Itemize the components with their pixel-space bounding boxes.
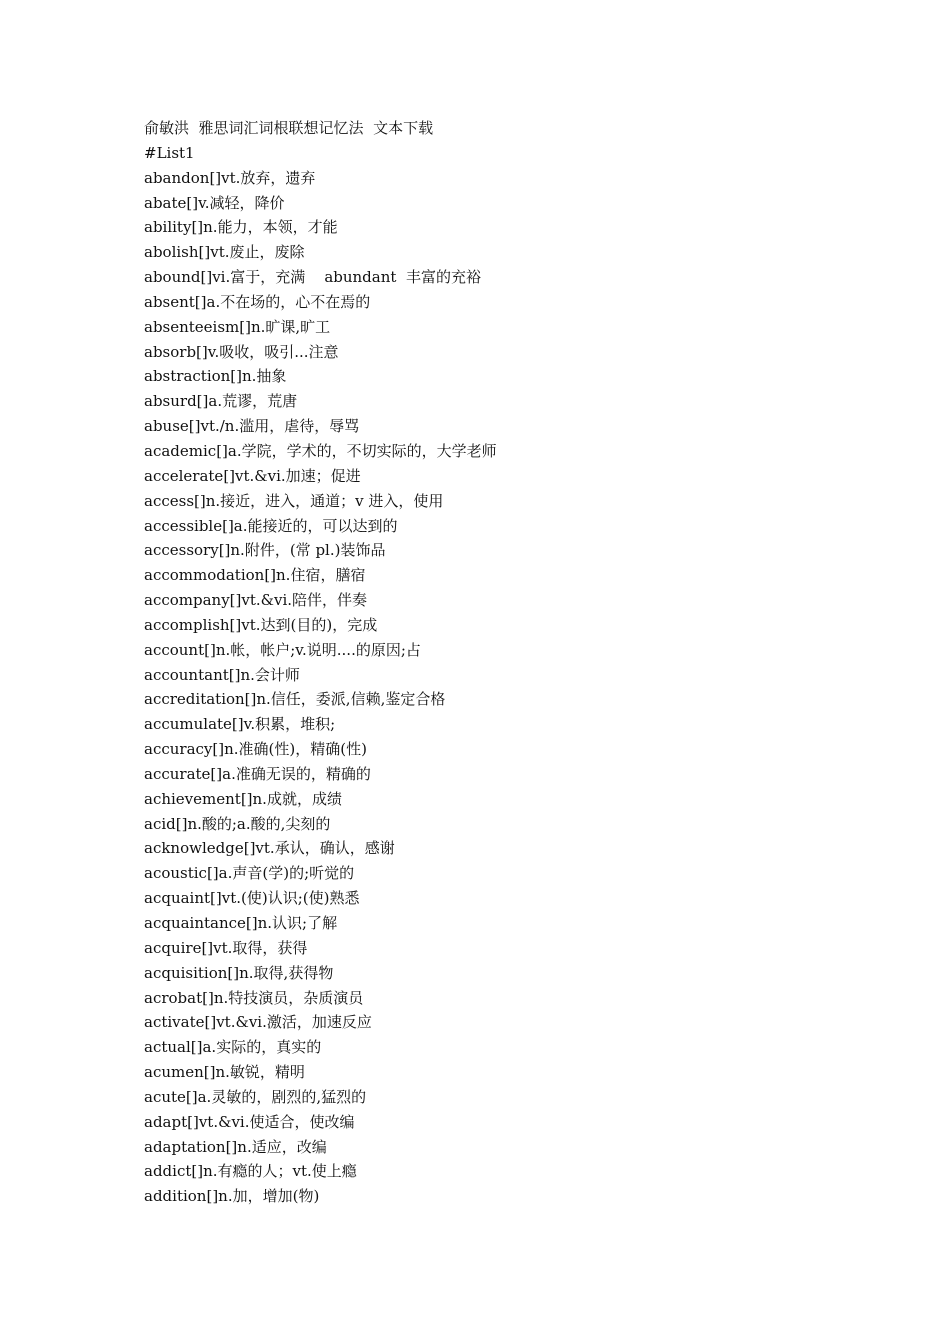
vocabulary-entry: acquaintance[]n.认识;了解	[144, 914, 338, 932]
vocabulary-entry: abound[]vi.富于，充满 abundant 丰富的充裕	[144, 268, 481, 287]
vocabulary-entry: acquisition[]n.取得,获得物	[144, 963, 334, 982]
vocabulary-entry: accurate[]a.准确无误的，精确的	[144, 764, 371, 783]
list-heading: #List1	[144, 143, 195, 162]
vocabulary-entry: accommodation[]n.住宿，膳宿	[144, 566, 366, 585]
vocabulary-entry: accessible[]a.能接近的，可以达到的	[144, 516, 398, 535]
vocabulary-entry: accompany[]vt.&vi.陪伴，伴奏	[144, 591, 368, 610]
vocabulary-entry: actual[]a.实际的，真实的	[144, 1038, 322, 1057]
vocabulary-entry: activate[]vt.&vi.激活，加速反应	[144, 1013, 372, 1032]
vocabulary-entry: abstraction[]n.抽象	[144, 367, 287, 386]
vocabulary-entry: absenteeism[]n.旷课,旷工	[144, 317, 331, 336]
vocabulary-entry: addition[]n.加，增加(物)	[144, 1187, 320, 1206]
vocabulary-entry: addict[]n.有瘾的人；vt.使上瘾	[144, 1162, 357, 1181]
vocabulary-entry: acute[]a.灵敏的，剧烈的,猛烈的	[144, 1087, 367, 1106]
vocabulary-entry: access[]n.接近，进入，通道；v 进入，使用	[144, 491, 444, 510]
vocabulary-entry: absorb[]v.吸收，吸引...注意	[144, 342, 339, 361]
vocabulary-entry: accreditation[]n.信任，委派,信赖,鉴定合格	[144, 690, 446, 709]
vocabulary-entry: acid[]n.酸的;a.酸的,尖刻的	[144, 814, 331, 833]
vocabulary-entry: account[]n.帐，帐户;v.说明....的原因;占	[144, 640, 421, 659]
vocabulary-entry: acrobat[]n.特技演员，杂质演员	[144, 988, 364, 1007]
vocabulary-entry: acquaint[]vt.(使)认识;(使)熟悉	[144, 889, 360, 908]
vocabulary-entry: adaptation[]n.适应，改编	[144, 1137, 327, 1156]
vocabulary-entry: absent[]a.不在场的，心不在焉的	[144, 292, 371, 311]
vocabulary-entry: accomplish[]vt.达到(目的)，完成	[144, 615, 378, 634]
vocabulary-entry: adapt[]vt.&vi.使适合，使改编	[144, 1112, 355, 1131]
vocabulary-entry: abuse[]vt./n.滥用，虐待，辱骂	[144, 417, 360, 436]
vocabulary-entry: ability[]n.能力，本领，才能	[144, 218, 338, 237]
vocabulary-entry: acumen[]n.敏锐，精明	[144, 1063, 305, 1082]
vocabulary-entry: academic[]a.学院，学术的，不切实际的，大学老师	[144, 441, 497, 460]
vocabulary-entry: abate[]v.减轻，降价	[144, 193, 285, 212]
vocabulary-entry: accelerate[]vt.&vi.加速；促进	[144, 466, 361, 485]
vocabulary-entry: accountant[]n.会计师	[144, 665, 300, 684]
vocabulary-entry: absurd[]a.荒谬，荒唐	[144, 392, 298, 411]
document-body	[144, 116, 904, 1209]
vocabulary-list	[144, 166, 904, 1209]
vocabulary-entry: accuracy[]n.准确(性)，精确(性)	[144, 740, 367, 759]
vocabulary-entry: abolish[]vt.废止，废除	[144, 243, 305, 262]
vocabulary-entry: acquire[]vt.取得，获得	[144, 938, 308, 957]
vocabulary-entry: achievement[]n.成就，成绩	[144, 789, 342, 808]
vocabulary-entry: accessory[]n.附件，(常 pl.)装饰品	[144, 541, 386, 560]
vocabulary-entry: acoustic[]a.声音(学)的;听觉的	[144, 864, 355, 883]
vocabulary-entry: abandon[]vt.放弃，遗弃	[144, 168, 316, 187]
vocabulary-entry: acknowledge[]vt.承认，确认，感谢	[144, 839, 395, 858]
document-title: 俞敏洪 雅思词汇词根联想记忆法 文本下载	[144, 119, 434, 137]
vocabulary-entry: accumulate[]v.积累，堆积;	[144, 715, 336, 734]
